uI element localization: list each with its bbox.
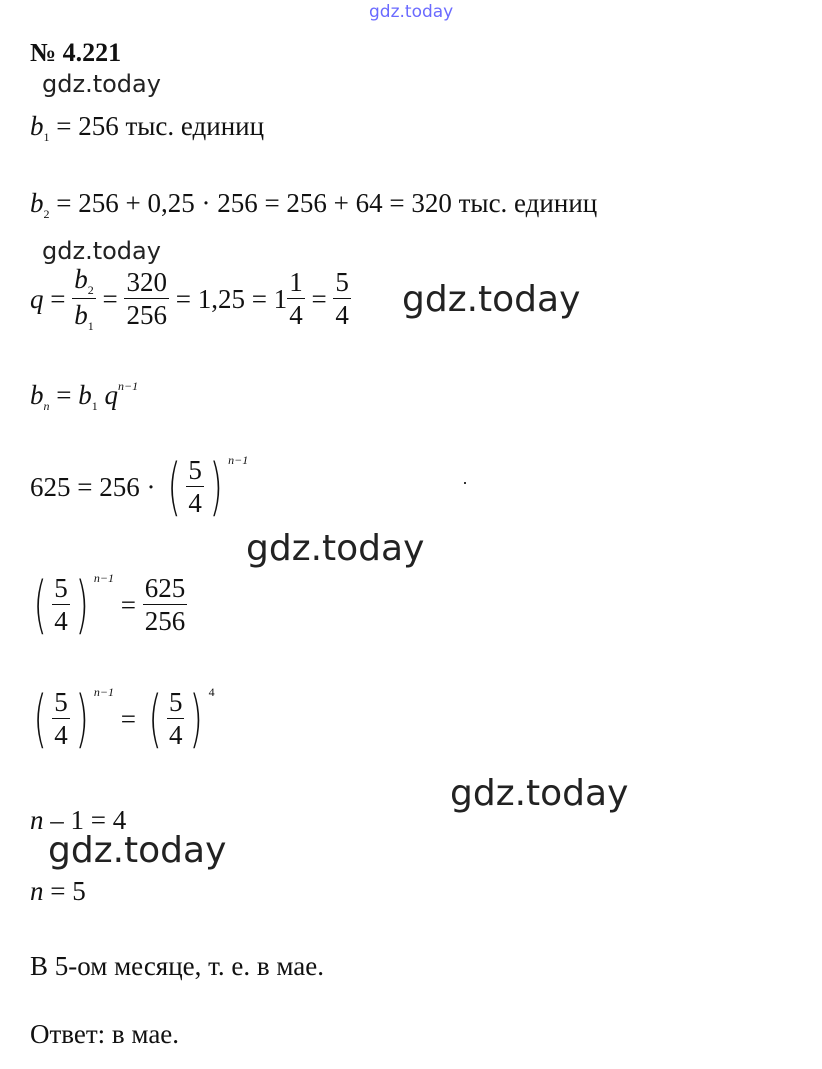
- problem-number: № 4.221: [30, 38, 122, 67]
- fraction: [287, 269, 305, 329]
- var: b: [74, 264, 88, 294]
- watermark: gdz.today: [48, 830, 227, 871]
- conclusion-text: В 5-ом месяце, т. е. в мае.: [30, 951, 325, 981]
- numerator: 1: [289, 267, 303, 297]
- equation-q: [30, 266, 351, 332]
- exponent: 4: [208, 685, 215, 699]
- equation-bn: [30, 380, 138, 412]
- text: = 1,25 = 1: [168, 283, 288, 314]
- fraction: [124, 269, 169, 329]
- numerator: 320: [126, 267, 167, 297]
- subscript: 2: [43, 207, 50, 221]
- var: b: [30, 188, 44, 218]
- var: b: [30, 380, 44, 410]
- denominator: 4: [54, 720, 68, 750]
- subscript: 1: [43, 130, 50, 144]
- watermark: gdz.today: [42, 70, 161, 98]
- fraction: [72, 266, 96, 332]
- var: n: [30, 876, 44, 906]
- denominator: 4: [289, 300, 303, 330]
- denominator: 4: [54, 606, 68, 636]
- text: =: [95, 283, 125, 314]
- denominator: 4: [168, 720, 183, 750]
- text: – 1 = 4: [43, 805, 127, 835]
- text: =: [114, 589, 143, 620]
- var: b: [74, 300, 88, 330]
- text: =: [304, 283, 334, 314]
- denominator: 256: [144, 606, 186, 636]
- equation-625: [30, 450, 249, 523]
- equation-frac1: [28, 568, 187, 641]
- equation-b2: [30, 190, 597, 220]
- numerator: 5: [54, 687, 68, 717]
- subscript: 1: [87, 319, 94, 333]
- fraction: [143, 575, 188, 635]
- text: = 5: [43, 876, 86, 906]
- exponent: n−1: [228, 453, 249, 467]
- numerator: 5: [335, 267, 349, 297]
- numerator: 5: [54, 573, 68, 603]
- watermark: gdz.today: [402, 279, 581, 320]
- fraction: [333, 269, 351, 329]
- exponent: n−1: [93, 685, 115, 699]
- var: b: [30, 111, 44, 141]
- parenthesized-fraction: ( $\frac{5}{4}$ ): [148, 682, 204, 755]
- parenthesized-fraction: ( $\frac{5}{4}$ ): [167, 450, 223, 523]
- subscript: 1: [91, 399, 98, 413]
- watermark: gdz.today: [450, 773, 629, 814]
- var: q: [97, 380, 118, 410]
- text: =: [49, 380, 79, 410]
- numerator: 625: [144, 573, 186, 603]
- equation-n-5: [30, 878, 86, 905]
- var: n: [30, 805, 44, 835]
- equation-b1: [30, 113, 264, 143]
- exponent: n−1: [117, 379, 139, 393]
- equation-n-minus-1: [30, 807, 126, 834]
- denominator: 256: [126, 300, 167, 330]
- parenthesized-fraction: ( $\frac{5}{4}$ ): [33, 682, 89, 755]
- equation-frac2: [28, 682, 215, 755]
- stray-dot: [464, 482, 466, 484]
- var: q: [30, 283, 44, 314]
- text: = 256 тыс. единиц: [49, 111, 265, 141]
- watermark-top: gdz.today: [369, 2, 454, 22]
- var: b: [78, 380, 92, 410]
- watermark: gdz.today: [246, 528, 425, 569]
- text: =: [114, 703, 143, 734]
- denominator: 4: [335, 300, 349, 330]
- denominator: 4: [188, 488, 202, 518]
- subscript: 2: [87, 283, 94, 297]
- text: 625 = 256 ·: [30, 471, 163, 502]
- parenthesized-fraction: ( $\frac{5}{4}$ ): [33, 568, 89, 641]
- text: =: [43, 283, 73, 314]
- watermark: gdz.today: [42, 237, 161, 265]
- text: = 256 + 0,25 · 256 = 256 + 64 = 320 тыс. единиц: [49, 188, 598, 218]
- answer-text: Ответ: в мае.: [30, 1019, 180, 1049]
- numerator: 5: [188, 455, 202, 485]
- numerator: 5: [168, 687, 183, 717]
- subscript: n: [43, 399, 50, 413]
- exponent: n−1: [93, 571, 115, 585]
